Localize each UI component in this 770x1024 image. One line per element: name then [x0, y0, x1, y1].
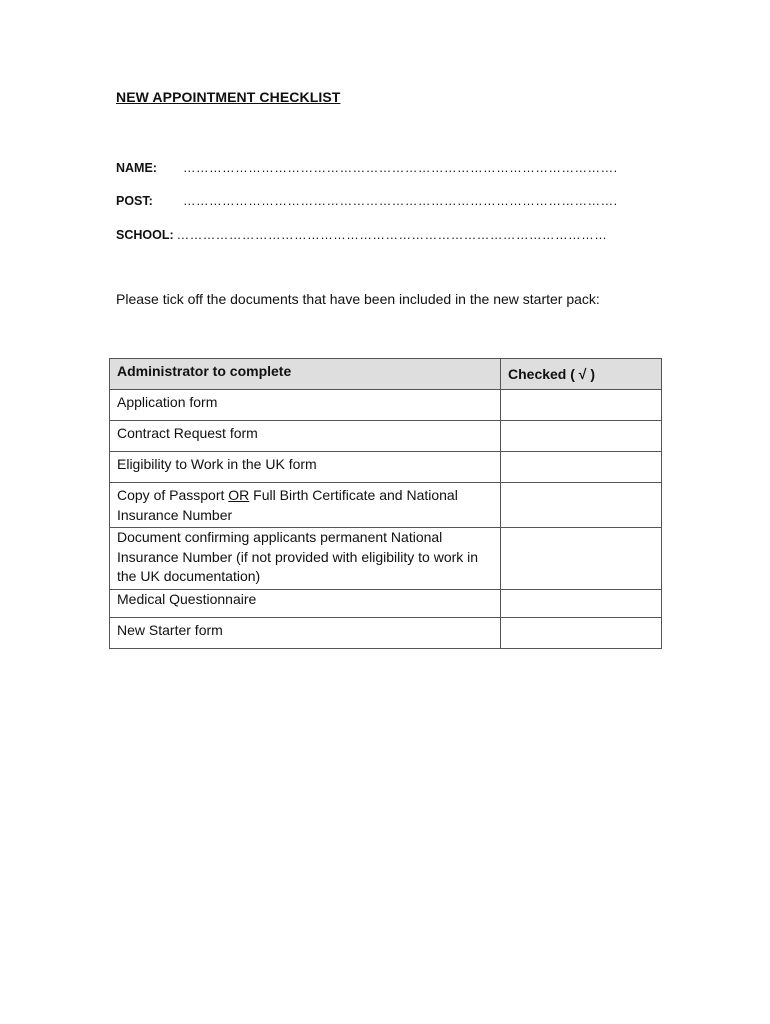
- row-check-cell[interactable]: [501, 421, 662, 452]
- table-row: [110, 421, 662, 452]
- table-row: [110, 528, 662, 590]
- row-check-cell[interactable]: [501, 589, 662, 617]
- post-dotted-line[interactable]: ……………………………………………………………………………………….: [183, 194, 618, 208]
- post-label: POST:: [116, 194, 153, 208]
- name-field[interactable]: [116, 161, 618, 175]
- passport-or-underlined: OR: [228, 487, 250, 503]
- school-dotted-line[interactable]: ………………………………………………………………………………………: [176, 228, 608, 242]
- row-check-cell[interactable]: [501, 483, 662, 528]
- table-row: [110, 589, 662, 617]
- name-dotted-line[interactable]: ……………………………………………………………………………………….: [183, 161, 618, 175]
- row-item-passport: [110, 483, 501, 528]
- table-row: [110, 483, 662, 528]
- row-item-application-form: Application form: [110, 390, 501, 421]
- header-checked: Checked ( √ ): [501, 359, 662, 390]
- page-title: NEW APPOINTMENT CHECKLIST: [116, 89, 341, 105]
- row-check-cell[interactable]: [501, 617, 662, 648]
- checklist-table: [109, 358, 662, 649]
- table-row: [110, 452, 662, 483]
- school-field[interactable]: [116, 228, 607, 242]
- instruction-text: Please tick off the documents that have been included in the new starter pack:: [116, 291, 600, 307]
- passport-text-after: Full Birth Certificate and National Insurance Number: [117, 487, 458, 523]
- row-item-medical: Medical Questionnaire: [110, 589, 501, 617]
- row-check-cell[interactable]: [501, 452, 662, 483]
- table-row: [110, 617, 662, 648]
- table-header-row: [110, 359, 662, 390]
- table-row: [110, 390, 662, 421]
- passport-text-before: Copy of Passport: [117, 487, 229, 503]
- row-item-eligibility: Eligibility to Work in the UK form: [110, 452, 501, 483]
- row-item-new-starter: New Starter form: [110, 617, 501, 648]
- row-item-ni-document: Document confirming applicants permanent National Insurance Number (if not provided with eligibility to work in the UK documentation): [110, 528, 501, 590]
- name-label: NAME:: [116, 161, 157, 175]
- header-administrator: Administrator to complete: [110, 359, 501, 390]
- row-check-cell[interactable]: [501, 390, 662, 421]
- row-item-contract-request: Contract Request form: [110, 421, 501, 452]
- school-label: SCHOOL:: [116, 228, 174, 242]
- post-field[interactable]: [116, 194, 618, 208]
- row-check-cell[interactable]: [501, 528, 662, 590]
